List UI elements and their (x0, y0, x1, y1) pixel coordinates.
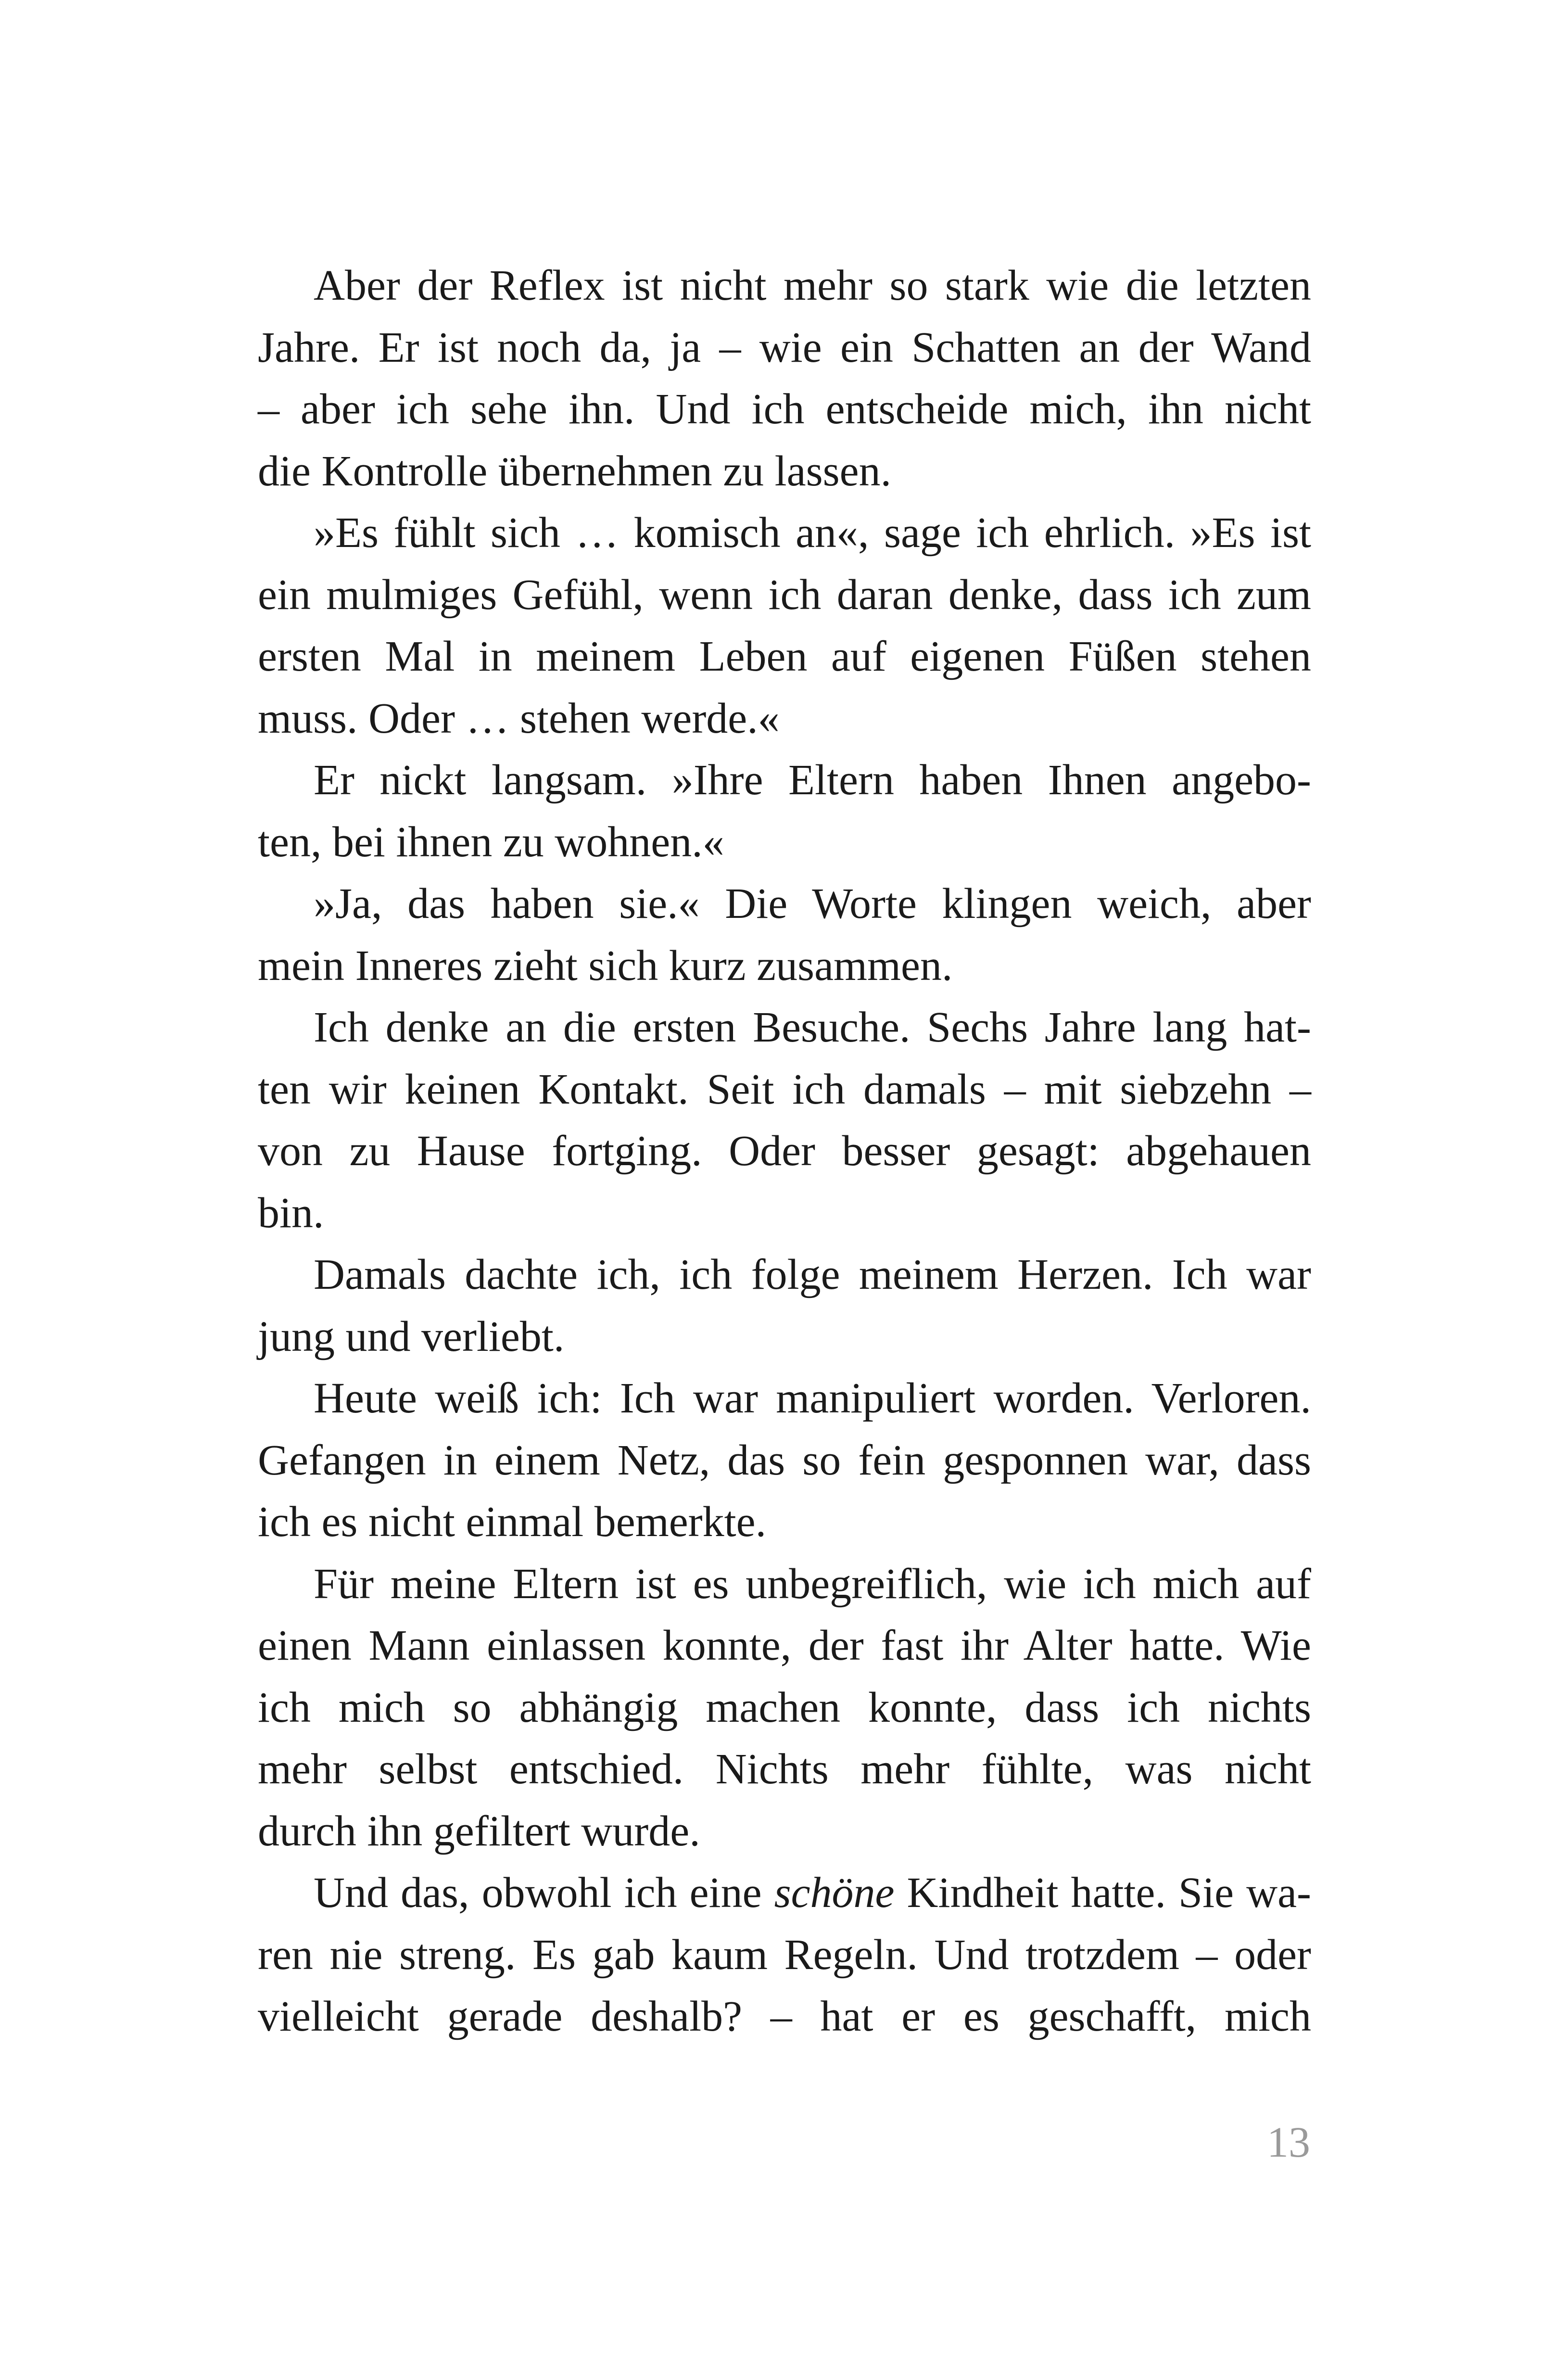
text-line: Gefangen in einem Netz, das so fein gesponnen war, dass (258, 1436, 1311, 1484)
emphasized-word: schöne (774, 1869, 895, 1917)
text-line (258, 1862, 1311, 1924)
text-line: Jahre. Er ist noch da, ja – wie ein Schatten an der Wand (258, 323, 1311, 371)
text-line: Heute weiß ich: Ich war manipuliert worden. Verloren. (314, 1374, 1311, 1422)
text-line: bin. (258, 1189, 324, 1237)
text-line: die Kontrolle übernehmen zu lassen. (258, 447, 892, 495)
text-line: mein Inneres zieht sich kurz zusammen. (258, 941, 953, 990)
text-line: mehr selbst entschied. Nichts mehr fühlte, was nicht (258, 1745, 1311, 1793)
text-line: »Ja, das haben sie.« Die Worte klingen weich, aber (314, 880, 1311, 928)
text-line: ein mulmiges Gefühl, wenn ich daran denke, dass ich zum (258, 571, 1311, 619)
text-line: Aber der Reflex ist nicht mehr so stark wie die letzten (314, 262, 1311, 309)
text-line: Er nickt langsam. »Ihre Eltern haben Ihnen angebo- (314, 756, 1311, 804)
text-line: Ich denke an die ersten Besuche. Sechs Jahre lang hat- (314, 1004, 1311, 1051)
body-text (258, 255, 1311, 2048)
text-line: von zu Hause fortging. Oder besser gesagt: abgehauen (258, 1127, 1311, 1175)
text-line: durch ihn gefiltert wurde. (258, 1807, 700, 1855)
text-line: vielleicht gerade deshalb? – hat er es geschafft, mich (258, 1993, 1311, 2040)
text-line: – aber ich sehe ihn. Und ich entscheide mich, ihn nicht (258, 385, 1311, 433)
text-line: muss. Oder … stehen werde.« (258, 694, 780, 742)
text-line: jung und verliebt. (258, 1312, 565, 1360)
text-line: ten, bei ihnen zu wohnen.« (258, 818, 724, 866)
text-line: Damals dachte ich, ich folge meinem Herzen. Ich war (314, 1251, 1311, 1298)
text-line: ten wir keinen Kontakt. Seit ich damals – mit siebzehn – (258, 1065, 1311, 1113)
text-line: Für meine Eltern ist es unbegreiflich, wie ich mich auf (314, 1560, 1311, 1608)
text-line: ersten Mal in meinem Leben auf eigenen Füßen stehen (258, 633, 1311, 680)
text-line: ich es nicht einmal bemerkte. (258, 1498, 767, 1546)
text-line: ich mich so abhängig machen konnte, dass ich nichts (258, 1683, 1311, 1731)
text-line: »Es fühlt sich … komisch an«, sage ich ehrlich. »Es ist (314, 509, 1311, 557)
text-line: ren nie streng. Es gab kaum Regeln. Und trotzdem – oder (258, 1931, 1311, 1979)
text-segment: Kindheit hatte. Sie wa- (894, 1869, 1311, 1917)
text-line: einen Mann einlassen konnte, der fast ihr Alter hatte. Wie (258, 1622, 1311, 1669)
page-number: 13 (1267, 2119, 1310, 2166)
text-segment: Und das, obwohl ich eine (314, 1869, 774, 1917)
